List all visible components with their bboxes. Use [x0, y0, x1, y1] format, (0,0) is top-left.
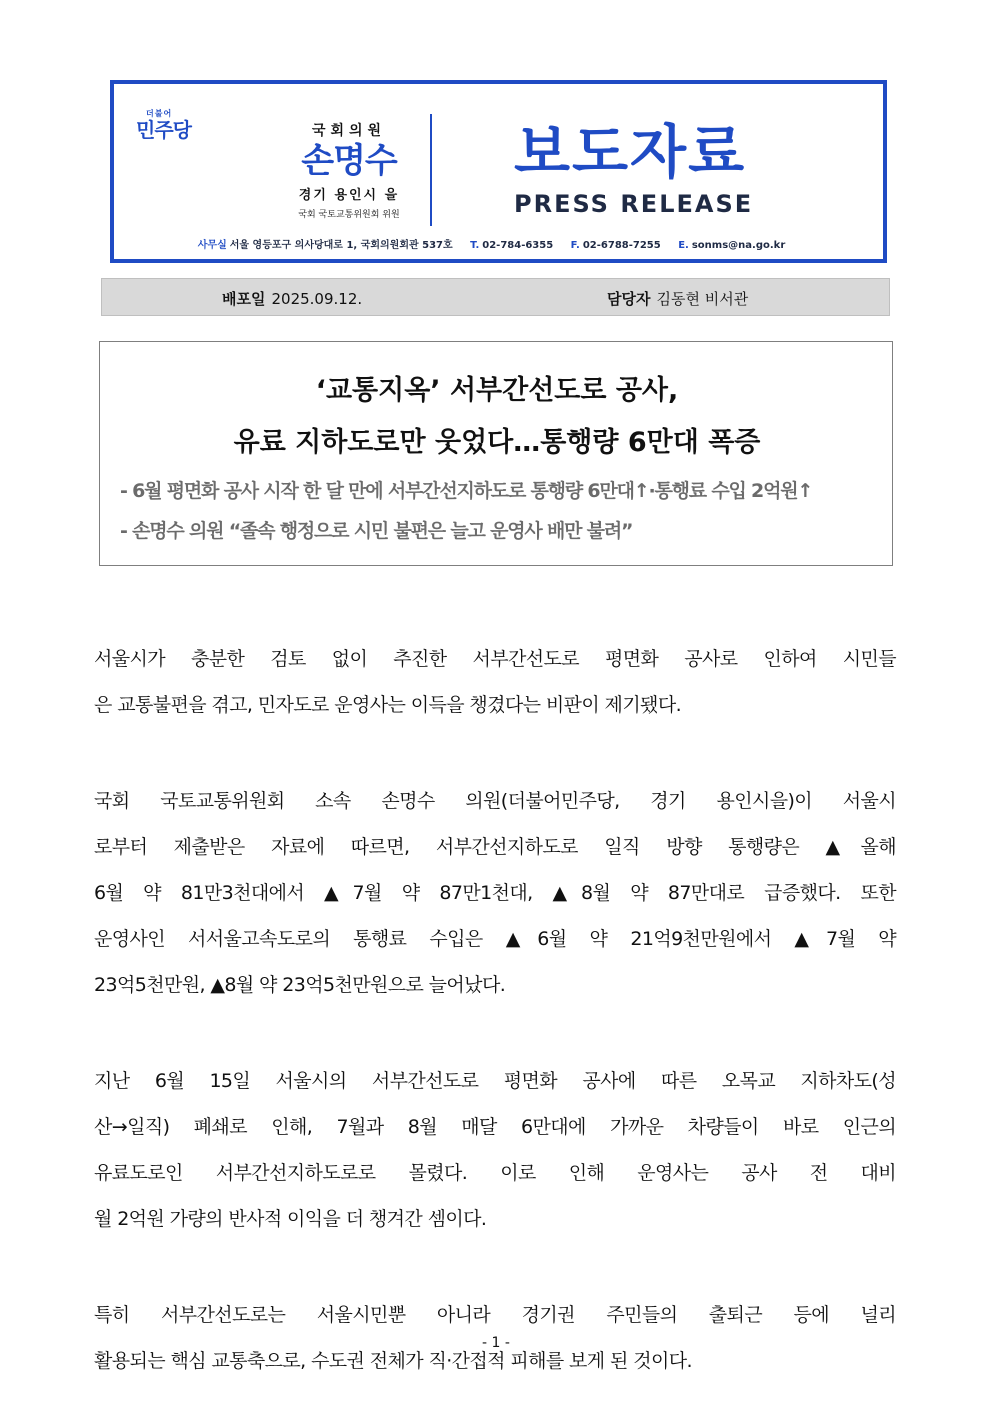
headline-line-2: 유료 지하도로만 웃었다…통행량 6만대 폭증: [233, 427, 761, 458]
release-date-label: 배포일: [222, 290, 266, 308]
headline-line-1: ‘교통지옥’ 서부간선도로 공사,: [315, 375, 679, 406]
party-logo: [136, 108, 191, 141]
office-address: 서울 영등포구 의사당대로 1, 국회의원회관 537호: [229, 240, 453, 251]
paragraph-line: 지난 6월 15일 서울시의 서부간선도로 평면화 공사에 따른 오목교 지하차도(성: [94, 1070, 896, 1092]
paragraph-line: 특히 서부간선도로는 서울시민뿐 아니라 경기권 주민들의 출퇴근 등에 널리: [94, 1304, 896, 1326]
office-label: 사무실: [197, 240, 227, 251]
contact-person: [607, 288, 748, 309]
paragraph-line: 은 교통불편을 겪고, 민자도로 운영사는 이득을 챙겼다는 비판이 제기됐다.: [94, 694, 682, 716]
party-logo-small-text: 더불어: [146, 109, 173, 118]
subheadline-1: - 6월 평면화 공사 시작 한 달 만에 서부간선지하도로 통행량 6만대↑·통행료 수입 2억원↑: [120, 480, 813, 502]
member-title: 국회의원: [311, 123, 387, 139]
paragraph-line: 23억5천만원, ▲8월 약 23억5천만원으로 늘어났다.: [94, 974, 506, 996]
paragraph-line: 6월 약 81만3천대에서 ▲7월 약 87만1천대, ▲8월 약 87만대로 급증했다. 또한: [94, 882, 896, 904]
release-date: [222, 288, 362, 309]
banner-divider: [430, 114, 432, 226]
fax-number: 02-6788-7255: [582, 240, 661, 251]
email-label: E.: [678, 240, 689, 251]
paragraph-line: 활용되는 핵심 교통축으로, 수도권 전체가 직·간접적 피해를 보게 된 것이다.: [94, 1350, 692, 1372]
fax-label: F.: [570, 240, 580, 251]
headline-box: [99, 341, 893, 566]
paragraph-line: 로부터 제출받은 자료에 따르면, 서부간선지하도로 일직 방향 통행량은 ▲올해: [94, 836, 896, 858]
contact-person-label: 담당자: [607, 290, 651, 308]
party-logo-text: 민주당: [136, 118, 191, 142]
member-info: [274, 120, 424, 220]
paragraph-line: 산→일직) 폐쇄로 인해, 7월과 8월 매달 6만대에 가까운 차량들이 바로 인근의: [94, 1116, 896, 1138]
press-release-korean: 보도자료: [514, 118, 747, 186]
paragraph-line: 서울시가 충분한 검토 없이 추진한 서부간선도로 평면화 공사로 인하여 시민들: [94, 648, 896, 670]
email-address: sonms@na.go.kr: [691, 240, 786, 251]
paragraph-2: [94, 778, 896, 1008]
page-number: - 1 -: [482, 1335, 510, 1351]
press-release-banner: [110, 80, 887, 263]
member-district: 경기 용인시 을: [298, 188, 400, 203]
member-name: 손명수: [301, 141, 397, 181]
paragraph-1: [94, 636, 896, 728]
paragraph-line: 운영사인 서서울고속도로의 통행료 수입은 ▲6월 약 21억9천만원에서 ▲7월 약: [94, 928, 896, 950]
press-release-title: [514, 120, 754, 218]
tel-label: T.: [470, 240, 480, 251]
article-body: [94, 636, 896, 1403]
contact-person-value: 김동현 비서관: [656, 290, 749, 308]
paragraph-line: 월 2억원 가량의 반사적 이익을 더 챙겨간 셈이다.: [94, 1208, 487, 1230]
tel-number: 02-784-6355: [482, 240, 554, 251]
member-committee: 국회 국토교통위원회 위원: [298, 210, 400, 220]
paragraph-3: [94, 1058, 896, 1242]
paragraph-line: 국회 국토교통위원회 소속 손명수 의원(더불어민주당, 경기 용인시을)이 서울시: [94, 790, 896, 812]
office-contact-line: [114, 236, 883, 251]
release-info-bar: [101, 278, 890, 316]
subheadline-2: - 손명수 의원 “졸속 행정으로 시민 불편은 늘고 운영사 배만 불려”: [120, 520, 633, 542]
press-release-english: PRESS RELEASE: [514, 190, 754, 218]
paragraph-line: 유료도로인 서부간선지하도로로 몰렸다. 이로 인해 운영사는 공사 전 대비: [94, 1162, 896, 1184]
release-date-value: 2025.09.12.: [271, 290, 363, 308]
